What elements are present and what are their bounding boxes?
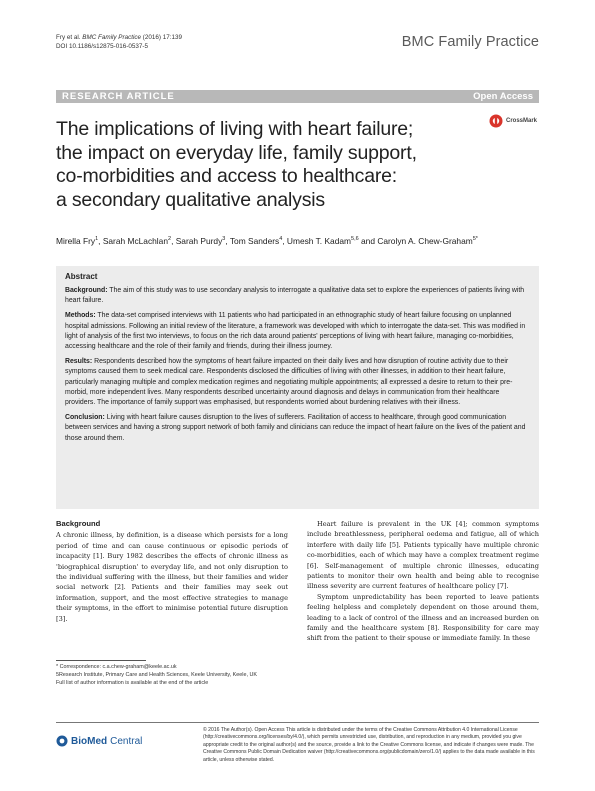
license-text: © 2016 The Author(s). Open Access This article is distributed under the terms of the Creative Commons Attribution 4.0 International License (http://creativecommons.org/licenses/by/4.0/), which permits unrestricted use, distribution, and reproduction in any medium, provided you give appropriate credit to the original author(s) and the source, provide a link to the Creative Commons license, and indicate if changes were made. The Creative Commons Public Domain Dedication waiver (http://creativecommons.org/publicdomain/zero/1.0/) applies to the data made available in this article, unless otherwise stated. — [203, 727, 535, 763]
crossmark-label: CrossMark — [506, 118, 538, 124]
author-name[interactable]: Carolyn A. Chew-Graham — [377, 236, 473, 246]
section-heading: Background — [56, 519, 101, 528]
title-line: co-morbidities and access to healthcare: — [56, 165, 398, 187]
body-column-left — [56, 519, 288, 624]
author-affiliation: 5,6 — [351, 236, 359, 243]
author-list: Mirella Fry$^1$, Sarah McLachlan$^2$, Sarah Purdy$^3$, Tom Sanders$^4$, Umesh T. Kadam$^{5,6}$ and Carolyn A. Chew-Graham$^{5*}$ — [56, 236, 478, 246]
doi-link[interactable]: DOI 10.1186/s12875-016-0537-5 — [56, 42, 148, 50]
crossmark-badge[interactable] — [489, 114, 537, 128]
citation-journal: BMC Family Practice — [82, 34, 142, 41]
article-type-label: RESEARCH ARTICLE — [62, 91, 175, 102]
abstract-background: Background: The aim of this study was to use secondary analysis to interrogate a qualitative data set to explore the experiences of patients living with heart failure. — [65, 287, 525, 305]
citation-authors: Fry et al. — [56, 34, 81, 41]
article-type-band — [56, 90, 539, 103]
author-name[interactable]: Sarah Purdy — [175, 236, 223, 246]
body-paragraph: Symptom unpredictability has been reported to leave patients feeling helpless and completely dependent on those around them, leading to a lack of control of the illness and an increased burden on family and the healthcare system [8]. Responsibility for care may shift from the patient to their spouse or immediate family. In these — [307, 592, 539, 643]
logo-regular-text: Central — [110, 735, 143, 747]
body-column-right — [307, 519, 539, 644]
author-name[interactable]: Umesh T. Kadam — [286, 236, 352, 246]
abstract-box — [56, 266, 539, 509]
biomed-logo-icon — [56, 735, 68, 747]
citation-volume: (2016) 17:139 — [142, 34, 182, 41]
footnote-rule — [56, 660, 146, 661]
author-name[interactable]: Mirella Fry — [56, 236, 96, 246]
author-affiliation: 4 — [279, 236, 283, 243]
abstract-conclusion: Conclusion: Living with heart failure causes disruption to the lives of sufferers. Facilitation of access to healthcare, through good communication between services and having a strong support network of both family and clinicians can reduce the impact of heart failure on the lives of the patient and those around them. — [65, 414, 526, 442]
body-paragraph: A chronic illness, by definition, is a disease which persists for a long period of time and can cause continuous or episodic periods of incapacity [1]. Bury 1982 describes the effects of chronic illness as 'biographical disruption' to everyday life, and not only disruption to the individual suffering with the illness, but their families and wider social network [2]. Patients and their families may seek out information, support, and the most effective strategies to manage their symptoms, in the effort to minimise potential future disruption [3]. — [56, 531, 288, 623]
author-name[interactable]: Tom Sanders — [229, 236, 280, 246]
correspondence-note[interactable]: * Correspondence: c.a.chew-graham@keele.ac.uk — [56, 664, 177, 670]
bottom-rule — [56, 722, 539, 723]
abstract-results: Results: Respondents described how the symptoms of heart failure impacted on their daily lives and how disruption of routine activity due to their symptoms caused them to seek medical care. Respondents disclosed the difficulties of living with other illnesses, in addition to their heart failure, particularly managing multiple and complex medication regimes and negotiating multiple appointments; all expressed a desire to return to their pre-morbid, more independent lives. Many respondents described uncertainty around diagnosis and delays in communication from their healthcare providers. The importance of family support was emphasised, but respondents worried about burdening relatives with their illness. — [65, 358, 513, 407]
logo-bold-text: BioMed — [71, 735, 108, 747]
author-info-note: Full list of author information is available at the end of the article — [56, 680, 209, 686]
crossmark-icon — [489, 114, 503, 128]
author-affiliation: 2 — [168, 236, 172, 243]
open-access-label: Open Access — [473, 91, 533, 102]
author-affiliation: 3 — [222, 236, 226, 243]
affiliation-note: 5Research Institute, Primary Care and Health Sciences, Keele University, Keele, UK — [56, 672, 257, 678]
author-name[interactable]: Sarah McLachlan — [102, 236, 168, 246]
biomed-central-logo[interactable] — [56, 735, 142, 747]
title-line: The implications of living with heart failure; — [56, 118, 414, 140]
abstract-methods: Methods: The data-set comprised interviews with 11 patients who had participated in an ethnographic study of heart failure focusing on unplanned hospital admissions. Following an initial review of the literature, a framework was developed with which to interrogate the data-set. This was modified in light of analysis of the first two interviews, to focus on the rich data around patients' perceptions of living with heart failure, managing co-morbidities, accessing healthcare and the role of their family and friends, during their illness journey. — [65, 312, 526, 351]
article-title — [56, 118, 476, 212]
footnotes — [56, 663, 288, 687]
title-line: a secondary qualitative analysis — [56, 188, 325, 211]
author-affiliation: 1 — [95, 236, 99, 243]
title-line: the impact on everyday life, family support, — [56, 141, 417, 164]
author-and: and — [361, 236, 375, 246]
author-affiliation: 5* — [472, 236, 478, 243]
journal-name: BMC Family Practice — [401, 34, 539, 50]
body-paragraph: Heart failure is prevalent in the UK [4]; common symptoms include breathlessness, peripheral oedema and fatigue, all of which interfere with daily life [5]. Patients typically have multiple chronic co-morbidities, each of which may have a complex treatment regime [6]. Self-management of multiple chronic illnesses, educating patients to monitor their own health and being able to recognise illness severity are current features of healthcare policy [7]. — [307, 520, 539, 591]
abstract-heading: Abstract — [65, 272, 98, 281]
citation-header — [56, 34, 182, 51]
